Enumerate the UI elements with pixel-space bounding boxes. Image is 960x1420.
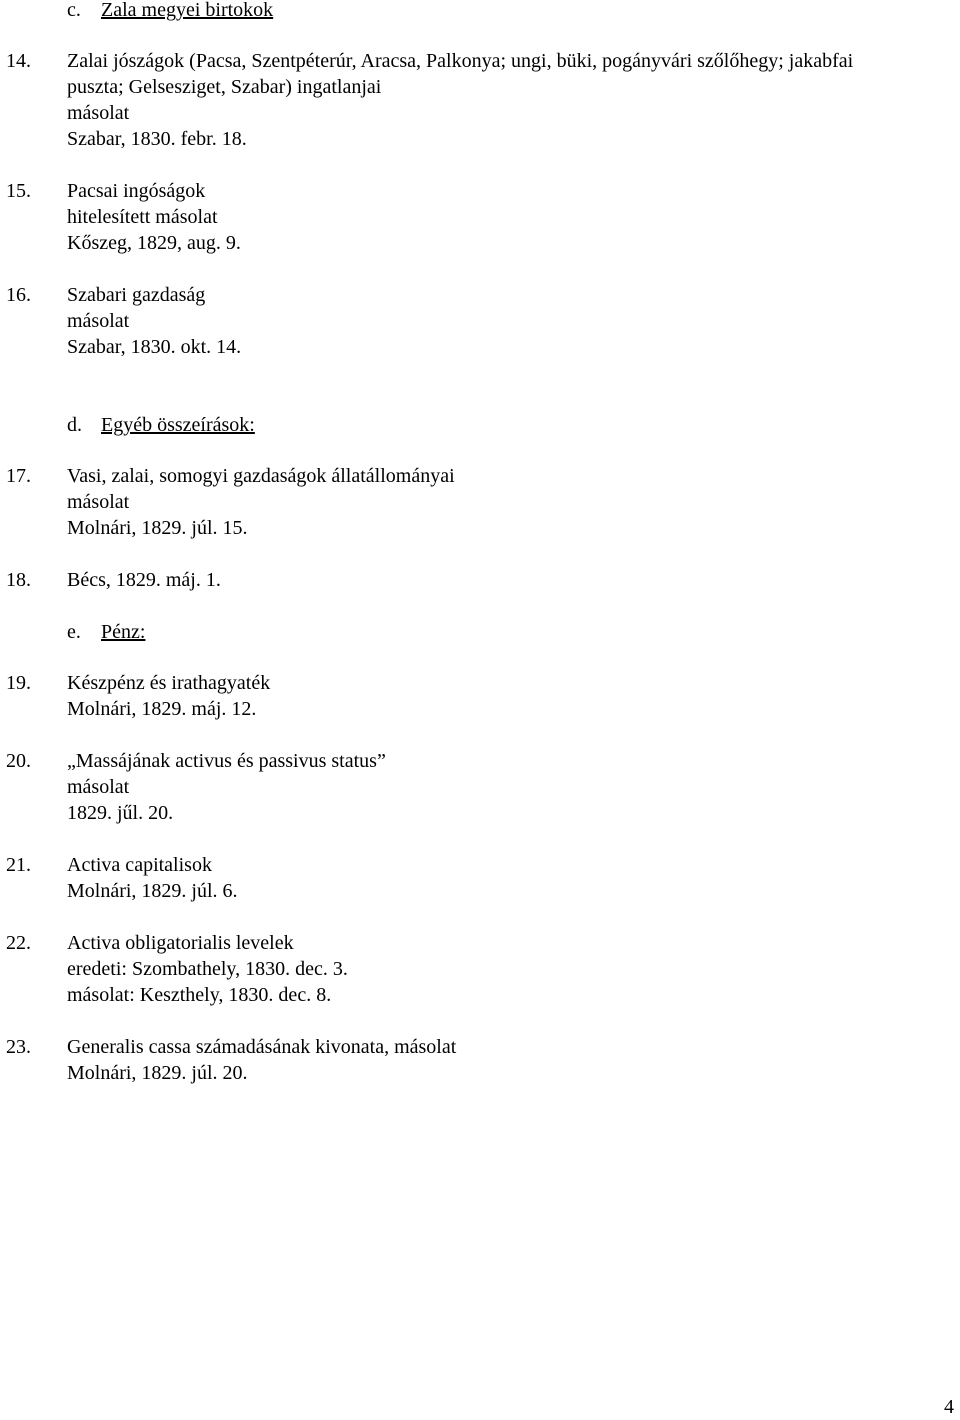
entry-17-number: 17. [6, 465, 31, 487]
entry-14-number: 14. [6, 50, 31, 72]
entry-23-number: 23. [6, 1036, 31, 1058]
entry-23-line-1: Generalis cassa számadásának kivonata, másolat [67, 1036, 457, 1058]
entry-16-line-1: Szabari gazdaság [67, 284, 206, 306]
entry-22-line-2: eredeti: Szombathely, 1830. dec. 3. [67, 958, 348, 980]
section-c-title: Zala megyei birtokok [101, 0, 274, 21]
entry-14-line-2: puszta; Gelsesziget, Szabar) ingatlanjai [67, 76, 382, 98]
page-number: 4 [944, 1396, 954, 1418]
entry-22-line-1: Activa obligatorialis levelek [67, 932, 294, 954]
entry-17-line-1: Vasi, zalai, somogyi gazdaságok állatállományai [67, 465, 455, 487]
entry-14-line-1: Zalai jószágok (Pacsa, Szentpéterúr, Aracsa, Palkonya; ungi, büki, pogányvári szőlőhegy; jakabfai [67, 50, 854, 72]
section-c-letter: c. [67, 0, 81, 21]
entry-16-line-2: másolat [67, 310, 130, 332]
entry-18-line-1: Bécs, 1829. máj. 1. [67, 569, 221, 591]
entry-21-number: 21. [6, 854, 31, 876]
entry-19-line-1: Készpénz és irathagyaték [67, 672, 271, 694]
entry-14-line-4: Szabar, 1830. febr. 18. [67, 128, 247, 150]
entry-20-line-3: 1829. jűl. 20. [67, 802, 174, 824]
entry-16-line-3: Szabar, 1830. okt. 14. [67, 336, 242, 358]
entry-20-line-2: másolat [67, 776, 130, 798]
entry-15-line-1: Pacsai ingóságok [67, 180, 206, 202]
entry-18-number: 18. [6, 569, 31, 591]
entry-16-number: 16. [6, 284, 31, 306]
entry-15-line-3: Kőszeg, 1829, aug. 9. [67, 232, 241, 254]
entry-23-line-2: Molnári, 1829. júl. 20. [67, 1062, 248, 1084]
section-d-letter: d. [67, 414, 82, 436]
entry-22-line-3: másolat: Keszthely, 1830. dec. 8. [67, 984, 332, 1006]
entry-19-line-2: Molnári, 1829. máj. 12. [67, 698, 257, 720]
entry-15-line-2: hitelesített másolat [67, 206, 218, 228]
section-d-title: Egyéb összeírások: [101, 414, 255, 436]
entry-20-number: 20. [6, 750, 31, 772]
entry-14-line-3: másolat [67, 102, 130, 124]
entry-19-number: 19. [6, 672, 31, 694]
entry-22-number: 22. [6, 932, 31, 954]
section-e-title: Pénz: [101, 621, 146, 643]
entry-21-line-2: Molnári, 1829. júl. 6. [67, 880, 238, 902]
entry-17-line-3: Molnári, 1829. júl. 15. [67, 517, 248, 539]
entry-21-line-1: Activa capitalisok [67, 854, 212, 876]
entry-20-line-1: „Massájának activus és passivus status” [67, 750, 386, 772]
entry-15-number: 15. [6, 180, 31, 202]
section-e-letter: e. [67, 621, 81, 643]
entry-17-line-2: másolat [67, 491, 130, 513]
